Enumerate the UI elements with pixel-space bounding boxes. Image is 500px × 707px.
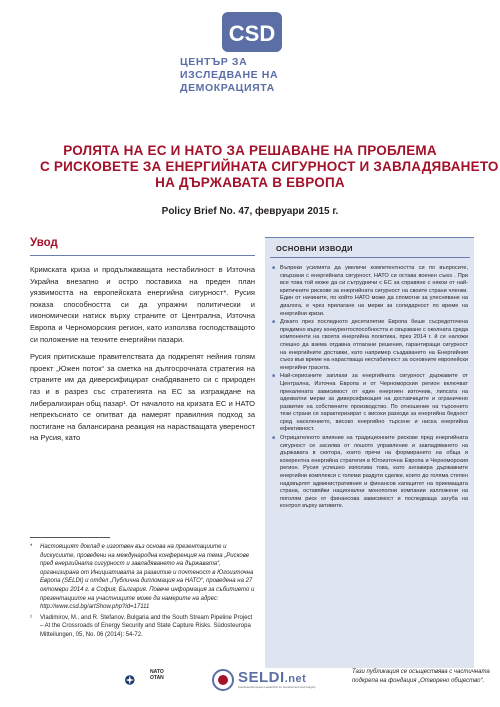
seldi-name: SELDI bbox=[238, 669, 285, 686]
footnote bbox=[30, 614, 255, 640]
key-points-list bbox=[272, 265, 468, 512]
policy-brief-number: Policy Brief No. 47, февруари 2015 г. bbox=[161, 206, 339, 217]
seldi-domain: .net bbox=[284, 673, 307, 685]
intro-paragraph: Русия притискаше правителствата да подкрепят нейния голям проект „Южен поток“ за сметка на дългосрочната стратегия на страните им да диверсифицират снабдяването си с природен газ и в разрез със стратегията на ЕС за изграждане на либерализиран общ пазар¹. От началото на кризата ЕС и НАТО непрекъснато се опитват да намерят правилния подход за постигане на балансирана реакция на нарастващата увереност на Русия, като bbox=[30, 352, 255, 443]
footnote-text: Настоящият доклад е изготвен въз основа на презентациите и дискусиите, проведени на международна конференция на тема „Рискове пред енергийната сигурност и завладяването на държавата“, организирана от Инициативата за развитие и почтеност в Югоизточна Европа (SELDI) и отдел „Публична дипломация на НАТО“, проведена на 27 октомври 2014 г. в София, България. Повече информация за събитието и презентациите на участниците може да намерите на адрес: http://www.csd.bg/artShow.php?id=17111 bbox=[40, 544, 255, 611]
key-point-text: Отрицателното влияние на традиционните рискове пред енергийната сигурност се засилва от лошото управление и завладяването на държавата в сектора, които пречи на формирането на обща и кохерентна енергийна стратегия в Югоизточна Европа и Черноморския регион. Русия успешно използва това, като ангажира държавните енергийни комплекси с големи раздути сделки, които до голяма степен надхвърлят административния и финансов капацитет на приемащата страна, оставяйки национални монополни компании излложени на поголям риск от финансова зависимост и последваща загуба на контрол върху активите. bbox=[280, 435, 468, 510]
org-line: ДЕМОКРАЦИЯТА bbox=[180, 82, 275, 94]
intro-paragraph: Кримската криза и продължаващата нестабилност в Източна Украйна внезапно и остро поставиха на преден план уязвимостта на европейската енергийна сигурност*. Русия показа способността си да упражни политически и икономически натиск върху страните от Централна, Източна Европа и Черноморския регион, като използва господстващото си положение на техните енергийни пазари. bbox=[30, 265, 255, 344]
key-point bbox=[272, 265, 468, 318]
footnote-text: Vladimirov, M., and R. Stefanov. Bulgaria and the South Stream Pipeline Project – At the Crossroads of Energy Security and State Capture Risks. Südosteuropa Mitteilungen, 05, No. 06 (2014): 54-72. bbox=[40, 614, 253, 638]
bullet-icon: ■ bbox=[272, 373, 276, 380]
nato-emblem-icon bbox=[124, 668, 148, 692]
nato-logo-text bbox=[150, 669, 164, 681]
intro-heading: Увод bbox=[30, 237, 58, 249]
logo-text: CSD bbox=[228, 21, 276, 46]
funding-note: Тази публикация се осъществява с частичната подкрепа на фондация „Отворено общество“. bbox=[352, 669, 490, 684]
key-point bbox=[272, 319, 468, 372]
key-point bbox=[272, 373, 468, 434]
footnote bbox=[30, 543, 255, 612]
nato-line: OTAN bbox=[150, 675, 164, 681]
bullet-icon: ■ bbox=[272, 435, 276, 442]
seldi-logo-icon bbox=[211, 668, 235, 692]
key-point-text: Най-сериозните заплахи за енергийната сигурност държавите от Централна, Източна Европа и от Черноморския регион включват прекалената зависимост от един енергиен източник, липсата на адекватни мерки за диверсификация на доставчиците и ограничено развитие на собствените производство. По отношение на търсенето тези страни се характеризират с високи разходи за енергийна бедност сред населението, високо енергийно търсене и ниска енергийна ефективност. bbox=[280, 373, 468, 433]
org-line: ИЗСЛЕДВАНЕ НА bbox=[180, 69, 279, 81]
document-title bbox=[40, 143, 499, 191]
seldi-logo-text bbox=[238, 669, 306, 686]
bullet-icon: ■ bbox=[272, 265, 276, 271]
footnote-divider bbox=[30, 537, 110, 538]
footnotes bbox=[30, 543, 255, 642]
org-name bbox=[180, 56, 340, 95]
key-points-divider bbox=[270, 257, 470, 258]
key-point-text: Въпреки усилията да увеличи компетентността си по въпросите, свързани с енергийната сигурност, НАТО си остава военен съюз . При все това той може да си сътрудничи с ЕС за справяне с някои от най-критичните рискове за енергийната сигурност на своите страни членки. Един от начините, по който НАТО може да спомогне за улесняване на диалога, е чрез прилагане на мерки за солидарност по време на енергийни кризи. bbox=[280, 265, 468, 317]
bullet-icon: ■ bbox=[272, 319, 276, 326]
intro-body bbox=[30, 264, 255, 450]
title-line: С РИСКОВЕТЕ ЗА ЕНЕРГИЙНАТА СИГУРНОСТ И ЗАВЛАДЯВАНЕТО bbox=[40, 159, 499, 174]
seldi-tagline: Southeast European Leadership for Development and Integrity bbox=[238, 685, 316, 689]
csd-logo bbox=[222, 12, 282, 52]
key-points-heading: ОСНОВНИ ИЗВОДИ bbox=[276, 244, 353, 253]
title-line: РОЛЯТА НА ЕС И НАТО ЗА РЕШАВАНЕ НА ПРОБЛЕМА bbox=[63, 143, 437, 158]
nato-line: NATO bbox=[150, 669, 164, 675]
key-point-text: Докато през последното десетилетие Европа беше съсредоточена предимно върху конкурентоспособността и свързване с околната среда компоненти на своята енергийна политика, през 2014 г. й се наложи спешно да взема отдавна отлагани решения, гарантиращи сигурност на енергийните доставки, като например създаването на Енергийния съюз във време на нарастваща нестабилност за основните европейски енергийни трасета. bbox=[280, 319, 468, 371]
footnote-mark: ¹ bbox=[30, 614, 32, 621]
intro-divider bbox=[30, 255, 255, 256]
footnote-mark: * bbox=[30, 544, 33, 550]
title-line: НА ДЪРЖАВАТА В ЕВРОПА bbox=[155, 175, 345, 190]
org-line: ЦЕНТЪР ЗА bbox=[180, 56, 248, 68]
key-point bbox=[272, 435, 468, 511]
